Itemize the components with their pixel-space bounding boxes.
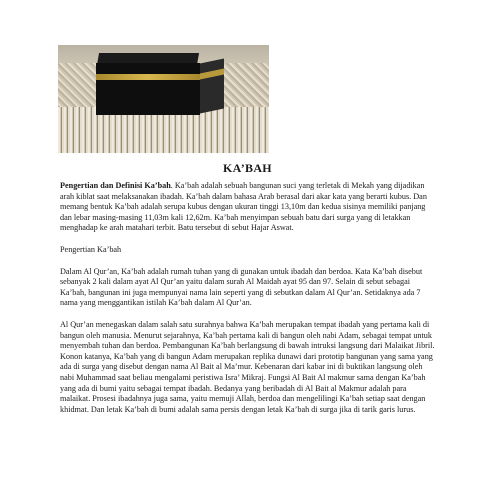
paragraph-3: Al Qur’an menegaskan dalam salah satu surahnya bahwa Ka’bah merupakan tempat ibadah yang pertama kali di bangun oleh manusia. Menurut sejarahnya, Ka’bah pertama kali di bangun oleh nabi Adam, sebagai tempat untuk menyembah tuhan dan berdoa. Pembangunan Ka’bah berlangsung di bawah intruksi langsung dari Malaikat Jibril. Konon katanya, Ka’bah yang di bangun Adam merupakan replika dunawi dari prototip bangunan yang sama yang ada di surga yang disebut dengan nama Al Bait al Ma’mur. Kebenaran dari kabar ini di buktikan langsung oleh nabi Muhammad saat beliau mengalami peristiwa Isra’ Mikraj. Fungsi Al Bait Al makmur sama dengan Ka’bah yang ada di bumi yaitu sebagai tempat ibadah. Bedanya yang beribadah di Al Bait al Makmur adalah para malaikat. Prosesi ibadahnya juga sama, yaitu memuji Allah, berdoa dan mengelilingi Ka’bah setiap saat dengan khidmat. Dan letak Ka’bah di bumi adalah sama persis dengan letak Ka’bah di surga jika di tarik garis lurus. <box>60 319 435 414</box>
kaabah-side-wall <box>200 58 224 113</box>
intro-paragraph <box>60 181 435 234</box>
document-body <box>60 181 435 426</box>
document-title: KA’BAH <box>223 161 272 175</box>
kaabah-building <box>96 63 200 115</box>
kiswah-gold-band <box>96 74 200 80</box>
paragraph-2: Dalam Al Qur’an, Ka’bah adalah rumah tuhan yang di gunakan untuk ibadah dan berdoa. Kata Ka’bah disebut sebanyak 2 kali dalam ayat Al Qur’an yaitu dalam surah Al Maidah ayat 95 dan 97. Selain di sebut sebagai Ka’bah, bangunan ini juga mempunyai nama lain seperti yang di sebutkan dalam Al Qur’an. Setidaknya ada 7 nama yang menggantikan istilah Ka’bah dalam Al Qur’an. <box>60 266 423 308</box>
intro-heading: Pengertian dan Definisi Ka’bah <box>60 181 171 190</box>
kaabah-photo <box>58 45 269 153</box>
subheading: Pengertian Ka’bah <box>60 244 122 254</box>
intro-text: . Ka’bah adalah sebuah bangunan suci yang terletak di Mekah yang dijadikan arah kiblat saat melaksanakan ibadah. Ka’bah dalam bahasa Arab berasal dari akar kata yang berarti kubus. Dan memang bentuk Ka’bah adalah serupa kubus dengan ukuran tinggi 13,10m dan kedua sisinya memiliki panjang dan lebar masing-masing 11,03m kali 12,62m. Ka’bah menyimpan sebuah batu dari surga yang di letakkan menghadap ke arah matahari terbit. Batu tersebut di sebut Hajar Aswat. <box>60 181 427 233</box>
